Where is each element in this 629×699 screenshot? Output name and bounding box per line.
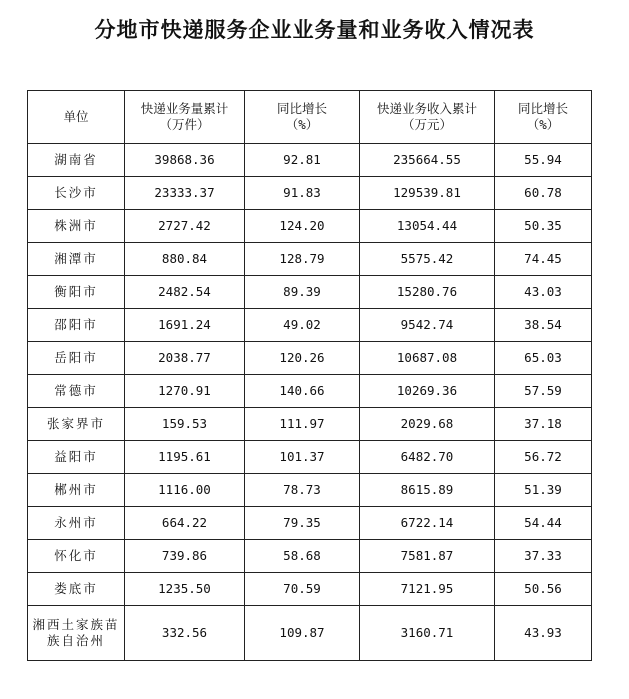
unit-cell: 长沙市 <box>28 177 125 210</box>
revenue-cell: 9542.74 <box>360 309 495 342</box>
header-revenue-growth <box>495 91 592 144</box>
table-row <box>28 177 592 210</box>
revenue-cell: 10687.08 <box>360 342 495 375</box>
volume-cell: 1195.61 <box>125 441 245 474</box>
volume-growth-cell: 109.87 <box>245 606 360 661</box>
volume-growth-cell: 70.59 <box>245 573 360 606</box>
volume-cell: 664.22 <box>125 507 245 540</box>
unit-cell: 怀化市 <box>28 540 125 573</box>
revenue-growth-cell: 74.45 <box>495 243 592 276</box>
table-row <box>28 210 592 243</box>
unit-cell: 娄底市 <box>28 573 125 606</box>
volume-growth-cell: 111.97 <box>245 408 360 441</box>
unit-cell: 郴州市 <box>28 474 125 507</box>
unit-cell: 永州市 <box>28 507 125 540</box>
table-row <box>28 441 592 474</box>
table-row <box>28 342 592 375</box>
revenue-growth-cell: 60.78 <box>495 177 592 210</box>
header-revenue-growth-unit: （%） <box>526 117 560 132</box>
table-row <box>28 144 592 177</box>
volume-growth-cell: 89.39 <box>245 276 360 309</box>
volume-cell: 880.84 <box>125 243 245 276</box>
volume-cell: 159.53 <box>125 408 245 441</box>
header-volume-growth <box>245 91 360 144</box>
revenue-cell: 10269.36 <box>360 375 495 408</box>
revenue-growth-cell: 50.35 <box>495 210 592 243</box>
express-business-table <box>27 90 592 661</box>
volume-cell: 739.86 <box>125 540 245 573</box>
table-row <box>28 606 592 661</box>
revenue-growth-cell: 37.18 <box>495 408 592 441</box>
volume-growth-cell: 58.68 <box>245 540 360 573</box>
volume-growth-cell: 79.35 <box>245 507 360 540</box>
volume-growth-cell: 101.37 <box>245 441 360 474</box>
table-row <box>28 309 592 342</box>
volume-cell: 1235.50 <box>125 573 245 606</box>
volume-growth-cell: 128.79 <box>245 243 360 276</box>
volume-cell: 2038.77 <box>125 342 245 375</box>
volume-growth-cell: 92.81 <box>245 144 360 177</box>
unit-cell: 邵阳市 <box>28 309 125 342</box>
volume-growth-cell: 78.73 <box>245 474 360 507</box>
table-row <box>28 474 592 507</box>
revenue-cell: 5575.42 <box>360 243 495 276</box>
volume-cell: 23333.37 <box>125 177 245 210</box>
unit-cell: 株洲市 <box>28 210 125 243</box>
revenue-cell: 15280.76 <box>360 276 495 309</box>
revenue-growth-cell: 56.72 <box>495 441 592 474</box>
volume-cell: 2727.42 <box>125 210 245 243</box>
table-header-row <box>28 91 592 144</box>
table-row <box>28 243 592 276</box>
header-volume-label: 快递业务量累计 <box>140 100 229 116</box>
unit-cell: 衡阳市 <box>28 276 125 309</box>
unit-cell: 湘西土家族苗族自治州 <box>28 606 125 661</box>
header-revenue-growth-label: 同比增长 <box>517 100 568 116</box>
volume-cell: 332.56 <box>125 606 245 661</box>
header-revenue-label: 快递业务收入累计 <box>376 100 477 116</box>
revenue-cell: 2029.68 <box>360 408 495 441</box>
revenue-growth-cell: 54.44 <box>495 507 592 540</box>
revenue-growth-cell: 57.59 <box>495 375 592 408</box>
revenue-cell: 3160.71 <box>360 606 495 661</box>
revenue-cell: 7581.87 <box>360 540 495 573</box>
unit-cell: 湖南省 <box>28 144 125 177</box>
header-volume-growth-unit: （%） <box>285 117 319 132</box>
revenue-cell: 129539.81 <box>360 177 495 210</box>
volume-growth-cell: 120.26 <box>245 342 360 375</box>
revenue-cell: 13054.44 <box>360 210 495 243</box>
unit-cell: 张家界市 <box>28 408 125 441</box>
table-row <box>28 276 592 309</box>
revenue-growth-cell: 50.56 <box>495 573 592 606</box>
revenue-cell: 7121.95 <box>360 573 495 606</box>
revenue-cell: 8615.89 <box>360 474 495 507</box>
volume-growth-cell: 124.20 <box>245 210 360 243</box>
header-revenue-unit: （万元） <box>401 117 452 132</box>
revenue-growth-cell: 38.54 <box>495 309 592 342</box>
table-row <box>28 573 592 606</box>
revenue-growth-cell: 43.93 <box>495 606 592 661</box>
unit-cell: 湘潭市 <box>28 243 125 276</box>
header-volume <box>125 91 245 144</box>
revenue-growth-cell: 65.03 <box>495 342 592 375</box>
revenue-growth-cell: 51.39 <box>495 474 592 507</box>
header-unit <box>28 91 125 144</box>
volume-growth-cell: 91.83 <box>245 177 360 210</box>
volume-cell: 1116.00 <box>125 474 245 507</box>
table-row <box>28 507 592 540</box>
table-row <box>28 408 592 441</box>
revenue-cell: 6722.14 <box>360 507 495 540</box>
revenue-cell: 235664.55 <box>360 144 495 177</box>
header-volume-growth-label: 同比增长 <box>276 100 327 116</box>
header-volume-unit: （万件） <box>159 117 210 132</box>
revenue-growth-cell: 55.94 <box>495 144 592 177</box>
volume-cell: 1691.24 <box>125 309 245 342</box>
volume-growth-cell: 140.66 <box>245 375 360 408</box>
header-revenue <box>360 91 495 144</box>
header-unit-label: 单位 <box>63 108 89 124</box>
revenue-growth-cell: 37.33 <box>495 540 592 573</box>
volume-cell: 1270.91 <box>125 375 245 408</box>
revenue-growth-cell: 43.03 <box>495 276 592 309</box>
table-row <box>28 375 592 408</box>
unit-cell: 益阳市 <box>28 441 125 474</box>
unit-cell: 常德市 <box>28 375 125 408</box>
volume-cell: 2482.54 <box>125 276 245 309</box>
table-row <box>28 540 592 573</box>
revenue-cell: 6482.70 <box>360 441 495 474</box>
volume-cell: 39868.36 <box>125 144 245 177</box>
page-title: 分地市快递服务企业业务量和业务收入情况表 <box>94 17 535 42</box>
volume-growth-cell: 49.02 <box>245 309 360 342</box>
unit-cell: 岳阳市 <box>28 342 125 375</box>
